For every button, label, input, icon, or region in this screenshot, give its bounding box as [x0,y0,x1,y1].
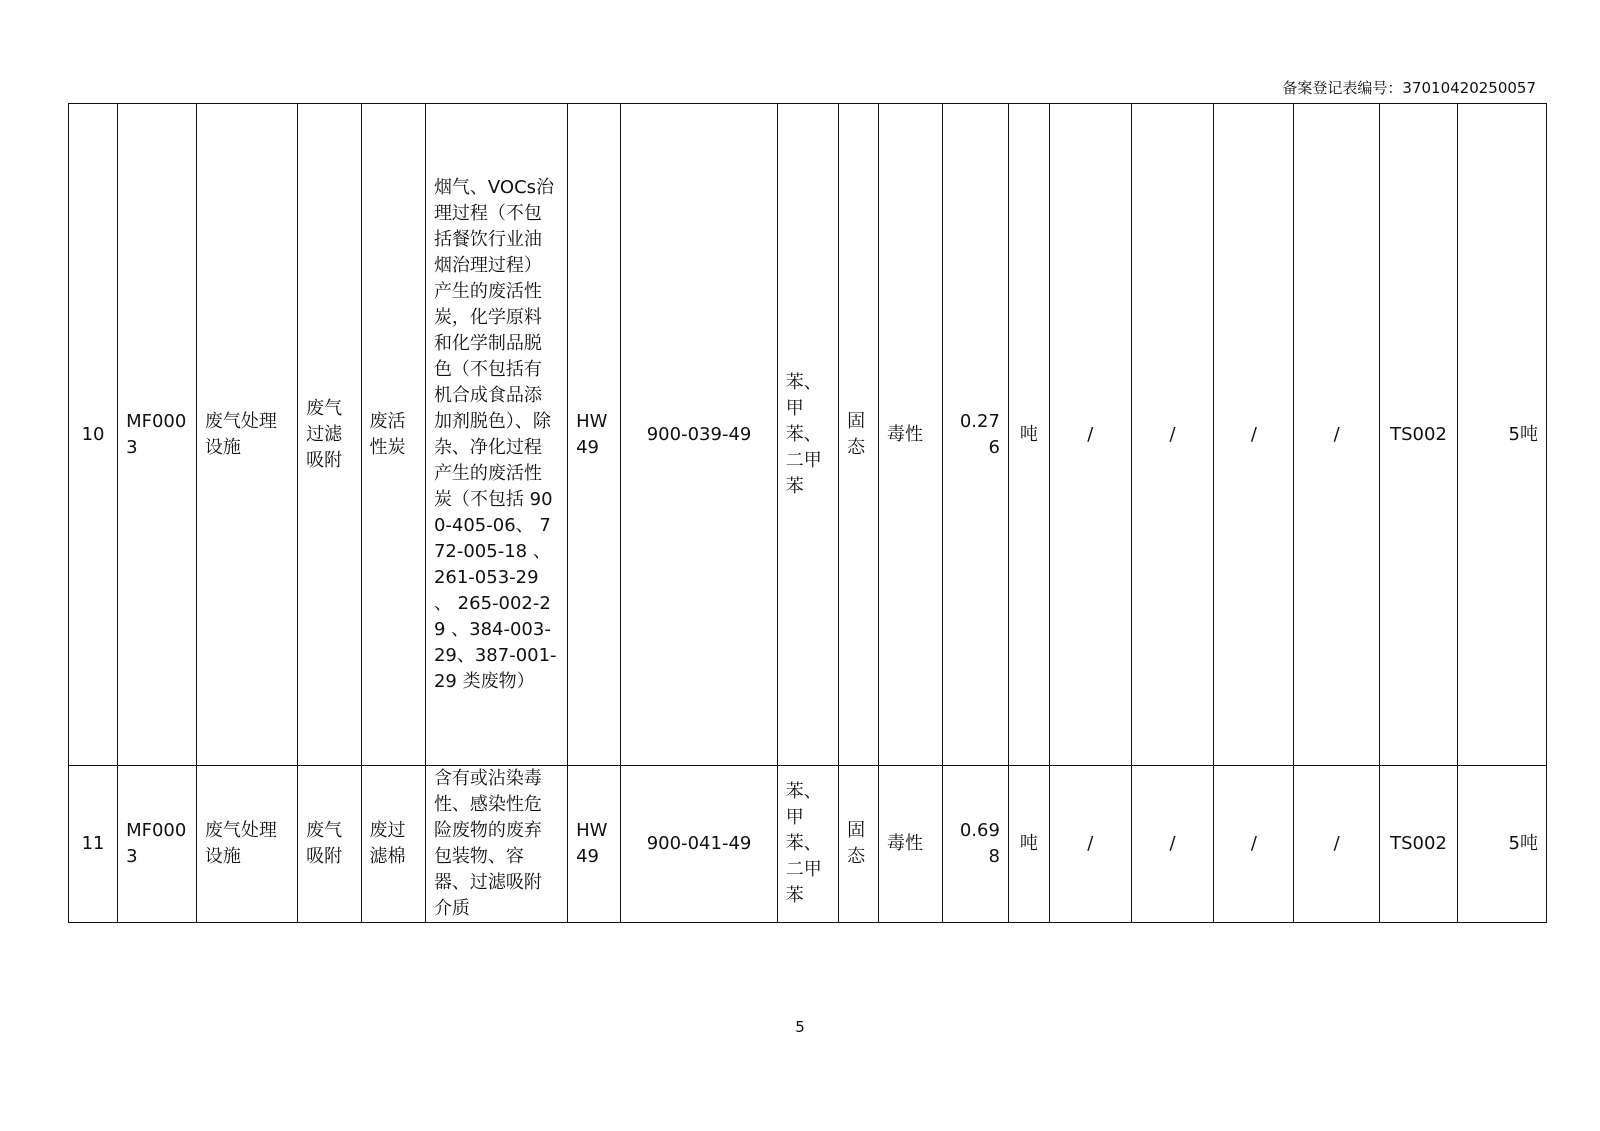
page-number: 5 [795,1018,805,1036]
process-cell: 废气吸附 [298,766,361,923]
storage-code-cell: TS002 [1380,104,1458,766]
form-cell: 固态 [839,766,879,923]
description-cell: 含有或沾染毒性、感染性危险废物的废弃包装物、容器、过滤吸附介质 [425,766,567,923]
waste-code-cell: 900-041-49 [621,766,777,923]
description-cell: 烟气、VOCs治理过程（不包括餐饮行业油烟治理过程）产生的废活性炭，化学原料和化学制品脱色（不包括有机合成食品添加剂脱色）、除杂、净化过程产生的废活性炭（不包括 900-405-06、 772-005-18 、261-053-29 、 265-002-29 、384-003-29、387-001-29 类废物） [425,104,567,766]
slash-cell: / [1049,104,1131,766]
slash-cell: / [1294,104,1380,766]
hazard-property-cell: 毒性 [879,104,943,766]
waste-name-cell: 废过滤棉 [361,766,425,923]
waste-code-cell: 900-039-49 [621,104,777,766]
seq-cell: 11 [69,766,118,923]
facility-cell: 废气处理设施 [196,104,297,766]
capacity-cell: 5吨 [1457,766,1546,923]
code-cell: MF0003 [118,104,197,766]
process-cell: 废气过滤吸附 [298,104,361,766]
table-row [69,104,1547,766]
form-cell: 固态 [839,104,879,766]
seq-cell: 10 [69,104,118,766]
slash-cell: / [1049,766,1131,923]
slash-cell: / [1294,766,1380,923]
amount-cell: 0.276 [943,104,1008,766]
slash-cell: / [1131,766,1214,923]
hazardous-components-cell: 苯、甲苯、二甲苯 [777,104,838,766]
code-cell: MF0003 [118,766,197,923]
facility-cell: 废气处理设施 [196,766,297,923]
hazard-property-cell: 毒性 [879,766,943,923]
storage-code-cell: TS002 [1380,766,1458,923]
table-row [69,766,1547,923]
waste-name-cell: 废活性炭 [361,104,425,766]
amount-cell: 0.698 [943,766,1008,923]
category-cell: HW49 [568,766,621,923]
slash-cell: / [1214,766,1294,923]
capacity-cell: 5吨 [1457,104,1546,766]
hazardous-waste-table [68,103,1547,923]
hazardous-components-cell: 苯、甲苯、二甲苯 [777,766,838,923]
slash-cell: / [1214,104,1294,766]
slash-cell: / [1131,104,1214,766]
category-cell: HW49 [568,104,621,766]
unit-cell: 吨 [1008,104,1049,766]
unit-cell: 吨 [1008,766,1049,923]
registration-number: 备案登记表编号：37010420250057 [1282,79,1536,97]
